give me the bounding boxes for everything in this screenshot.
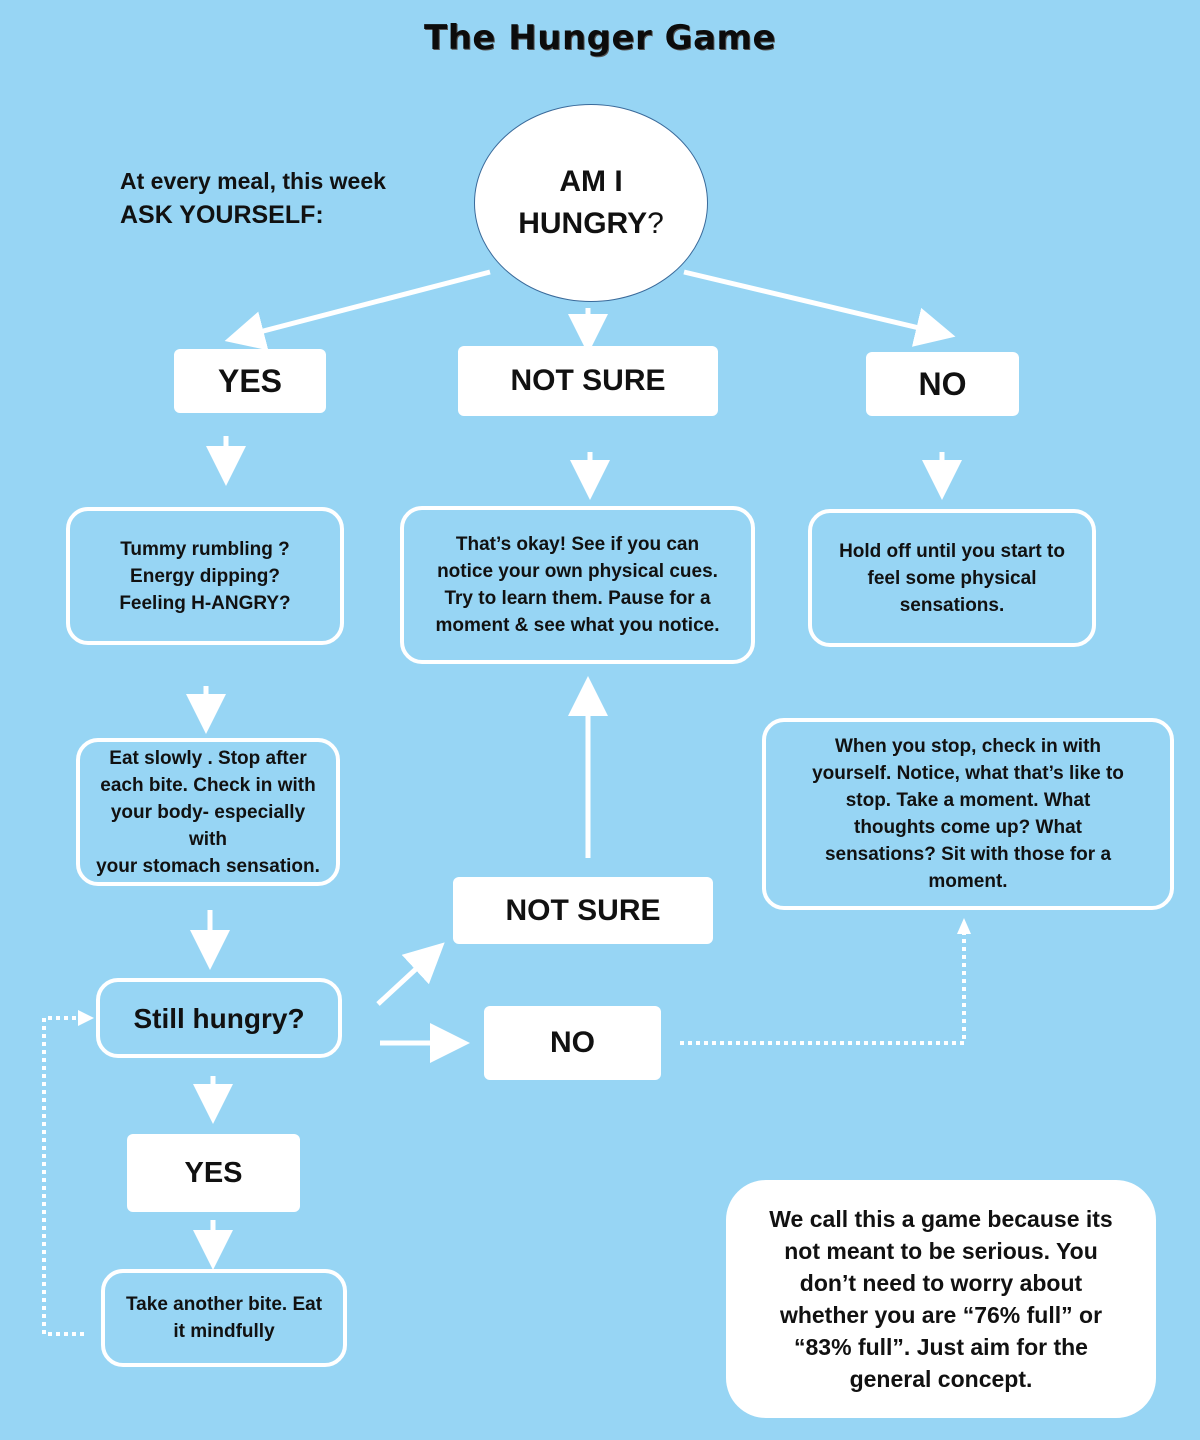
arrow-start-to-yes (244, 272, 490, 336)
second-no: NO (484, 1006, 661, 1080)
note-line: We call this a game because its (769, 1206, 1113, 1232)
text-line: When you stop, check in with (834, 736, 1102, 757)
text-line: Take another bite. Eat (125, 1294, 323, 1315)
arrow-still-hungry-to-not-sure (378, 956, 430, 1004)
am-i-hungry-node (474, 104, 708, 302)
note-line: whether you are “76% full” or (779, 1302, 1103, 1328)
intro-line-2: ASK YOURSELF: (120, 201, 324, 229)
cue-line: Energy dipping? (130, 565, 280, 587)
text-line: moment. (928, 871, 1008, 892)
text-line: Eat slowly . Stop after (109, 747, 307, 769)
text-line: thoughts come up? What (854, 817, 1082, 838)
text-line: stop. Take a moment. What (845, 790, 1091, 811)
dotted-when-stop-arrowhead (957, 918, 971, 934)
text-line: Hold off until you start to (839, 540, 1065, 562)
second-yes: YES (127, 1134, 300, 1212)
text-line: your body- especially with (110, 801, 306, 850)
text-line: sensations. (899, 594, 1005, 616)
another-bite-box (101, 1269, 347, 1367)
text-line: your stomach sensation. (96, 855, 320, 877)
text-line: Try to learn them. Pause for a (444, 588, 711, 609)
answer-no: NO (866, 352, 1019, 416)
note-line: general concept. (849, 1366, 1033, 1392)
answer-not-sure: NOT SURE (458, 346, 718, 416)
text-line: notice your own physical cues. (437, 561, 718, 582)
note-line: don’t need to worry about (799, 1270, 1083, 1296)
text-line: yourself. Notice, what that’s like to (812, 763, 1124, 784)
text-line: each bite. Check in with (100, 774, 316, 796)
text-line: sensations? Sit with those for a (824, 844, 1112, 865)
not-sure-box (400, 506, 755, 664)
footnote-card (726, 1180, 1156, 1418)
still-hungry-box: Still hungry? (96, 978, 342, 1058)
answer-yes: YES (174, 349, 326, 413)
dotted-loop-back (44, 1018, 84, 1334)
eat-slowly-box (76, 738, 340, 886)
text-line: moment & see what you notice. (435, 615, 720, 636)
dotted-no-to-when-stop (680, 934, 964, 1043)
when-you-stop-box (762, 718, 1174, 910)
arrow-start-to-no (684, 272, 936, 332)
cue-line: Tummy rumbling ? (120, 538, 290, 560)
second-not-sure: NOT SURE (453, 877, 713, 944)
cue-line: Feeling H-ANGRY? (119, 592, 291, 614)
hold-off-box (808, 509, 1096, 647)
hunger-cues-box (66, 507, 344, 645)
hungry-text: HUNGRY (518, 207, 648, 240)
page-title: The Hunger Game (424, 18, 776, 58)
text-line: it mindfully (173, 1321, 275, 1342)
intro-line-1: At every meal, this week (120, 168, 386, 194)
question-mark: ? (647, 207, 664, 240)
text-line: That’s okay! See if you can (455, 534, 700, 555)
am-i-text: AM I (559, 165, 623, 198)
note-line: not meant to be serious. You (784, 1238, 1098, 1264)
note-line: “83% full”. Just aim for the (794, 1334, 1088, 1360)
text-line: feel some physical (867, 567, 1037, 589)
dotted-loop-arrowhead (78, 1010, 94, 1026)
